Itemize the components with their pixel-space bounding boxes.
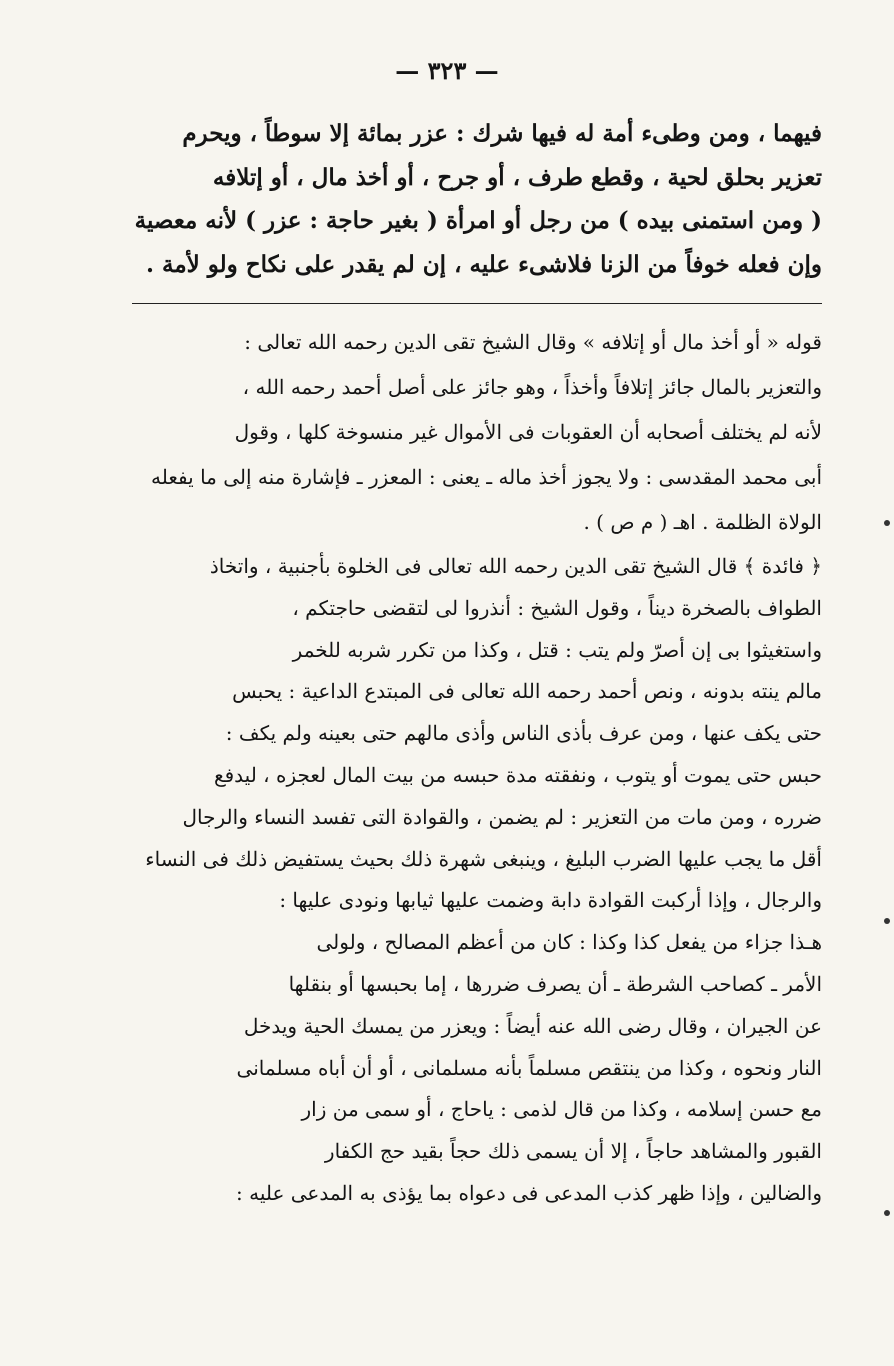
- commentary-line: القبور والمشاهد حاجاً ، إلا أن يسمى ذلك حجاً بقيد حج الكفار: [324, 1139, 822, 1164]
- main-text-line: تعزير بحلق لحية ، وقطع طرف ، أو جرح ، أو أخذ مال ، أو إتلافه: [212, 163, 822, 191]
- main-text-line: وإن فعله خوفاً من الزنا فلاشىء عليه ، إن لم يقدر على نكاح ولو لأمة .: [145, 250, 822, 278]
- commentary-line: مع حسن إسلامه ، وكذا من قال لذمى : ياحاج ، أو سمى من زار: [301, 1097, 822, 1122]
- commentary-line: لأنه لم يختلف أصحابه أن العقوبات فى الأموال غير منسوخة كلها ، وقول: [234, 420, 822, 444]
- commentary-paragraph-2: [132, 546, 822, 1215]
- margin-dot: [884, 520, 890, 526]
- commentary-line: والضالين ، وإذا ظهر كذب المدعى فى دعواه بما يؤذى به المدعى عليه :: [236, 1180, 822, 1205]
- main-text-line: ( ومن استمنى بيده ) من رجل أو امرأة ( بغير حاجة : عزر ) لأنه معصية: [134, 207, 822, 234]
- margin-dot: [884, 918, 890, 924]
- commentary-paragraph-1: [132, 320, 822, 545]
- commentary-line: ضرره ، ومن مات من التعزير : لم يضمن ، والقوادة التى تفسد النساء والرجال: [182, 804, 822, 829]
- commentary-line: مالم ينته بدونه ، ونص أحمد رحمه الله تعالى فى المبتدع الداعية : يحبس: [232, 679, 822, 704]
- commentary-line: الطواف بالصخرة ديناً ، وقول الشيخ : أنذروا لى لتقضى حاجتكم ،: [292, 595, 822, 620]
- commentary-line: حبس حتى يموت أو يتوب ، ونفقته مدة حبسه من بيت المال لعجزه ، ليدفع: [213, 762, 822, 787]
- commentary-line: عن الجيران ، وقال رضى الله عنه أيضاً : ويعزر من يمسك الحية ويدخل: [243, 1013, 822, 1038]
- commentary-line: والرجال ، وإذا أركبت القوادة دابة وضمت عليها ثيابها ونودى عليها :: [279, 888, 822, 913]
- commentary-line: أبى محمد المقدسى : ولا يجوز أخذ ماله ـ يعنى : المعزر ـ فإشارة منه إلى ما يفعله: [151, 465, 822, 489]
- commentary-line: النار ونحوه ، وكذا من ينتقص مسلماً بأنه مسلمانى ، أو أن أباه مسلمانى: [236, 1055, 822, 1080]
- commentary-line: واستغيثوا بى إن أصرّ ولم يتب : قتل ، وكذا من تكرر شربه للخمر: [292, 637, 822, 662]
- page-number: — ٣٢٣ —: [395, 56, 499, 85]
- commentary-line: والتعزير بالمال جائز إتلافاً وأخذاً ، وهو جائز على أصل أحمد رحمه الله ،: [242, 375, 822, 399]
- main-text: [132, 112, 822, 286]
- commentary-line: ﴿ فائدة ﴾ قال الشيخ تقى الدين رحمه الله تعالى فى الخلوة بأجنبية ، واتخاذ: [209, 554, 822, 578]
- margin-dot: [884, 1210, 890, 1216]
- main-text-line: فيهما ، ومن وطىء أمة له فيها شرك : عزر بمائة إلا سوطاً ، ويحرم: [182, 120, 822, 147]
- commentary-line: هـذا جزاء من يفعل كذا وكذا : كان من أعظم المصالح ، ولولى: [316, 930, 822, 955]
- commentary-line: قوله « أو أخذ مال أو إتلافه » وقال الشيخ تقى الدين رحمه الله تعالى :: [244, 330, 822, 354]
- commentary-line: الولاة الظلمة . اهـ ( م ص ) .: [583, 510, 822, 534]
- commentary-line: حتى يكف عنها ، ومن عرف بأذى الناس وأذى مالهم حتى بعينه ولم يكف :: [225, 721, 822, 746]
- commentary-line: أقل ما يجب عليها الضرب البليغ ، وينبغى شهرة ذلك بحيث يستفيض ذلك فى النساء: [145, 846, 822, 871]
- commentary-line: الأمر ـ كصاحب الشرطة ـ أن يصرف ضررها ، إما بحبسها أو بنقلها: [288, 971, 822, 996]
- footnote-divider: [132, 303, 822, 304]
